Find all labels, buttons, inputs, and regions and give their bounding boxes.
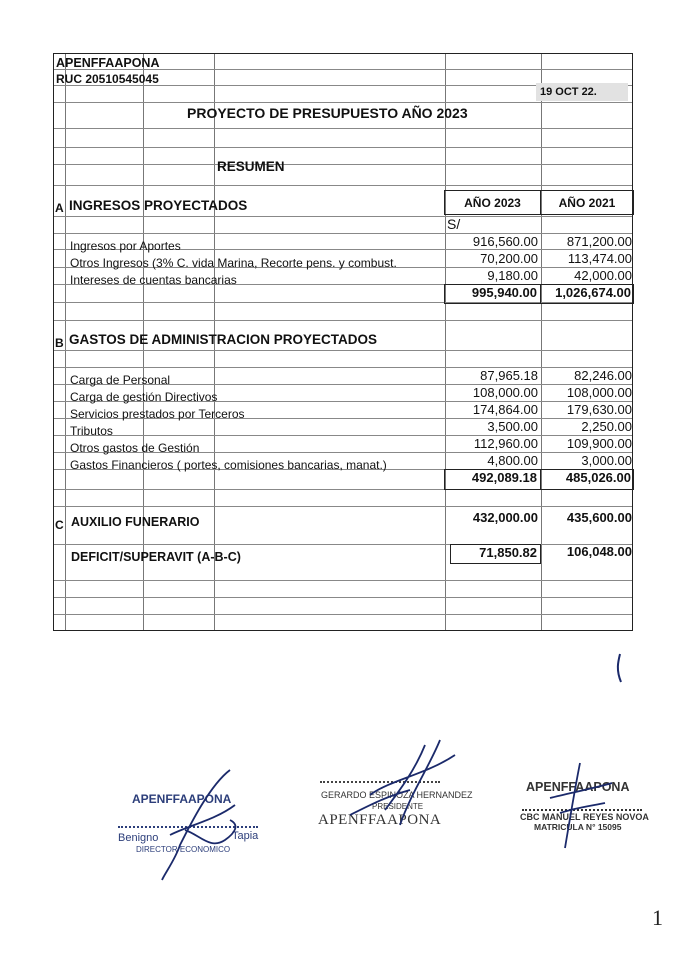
expense-row-2023: 3,500.00 bbox=[487, 419, 538, 434]
expense-row-label: Otros gastos de Gestión bbox=[70, 441, 200, 455]
center-signer-role: PRESIDENTE bbox=[372, 802, 424, 811]
expense-row-2023: 108,000.00 bbox=[472, 385, 538, 400]
section-c-title: AUXILIO FUNERARIO bbox=[71, 515, 200, 529]
income-row-2021: 113,474.00 bbox=[567, 251, 632, 266]
expense-row-2021: 3,000.00 bbox=[581, 453, 632, 468]
left-handwritten-signature bbox=[140, 765, 260, 883]
income-total-2023: 995,940.00 bbox=[444, 284, 541, 304]
income-row-2023: 916,560.00 bbox=[472, 234, 538, 249]
expense-row-2021: 108,000.00 bbox=[566, 385, 632, 400]
handwritten-mark bbox=[612, 652, 628, 686]
section-a-letter: A bbox=[55, 201, 64, 215]
page-subtitle: RESUMEN bbox=[217, 159, 285, 174]
right-handwritten-signature bbox=[540, 758, 620, 858]
currency-symbol: S/ bbox=[447, 216, 461, 232]
result-2023: 71,850.82 bbox=[450, 544, 541, 564]
income-total-2021: 1,026,674.00 bbox=[540, 284, 634, 304]
center-handwritten-signature bbox=[330, 735, 470, 835]
expense-row-label: Carga de Personal bbox=[70, 373, 171, 387]
page-title: PROYECTO DE PRESUPUESTO AÑO 2023 bbox=[187, 105, 468, 121]
expense-row-label: Servicios prestados por Terceros bbox=[70, 407, 245, 421]
left-stamp: APENFFAAPONA bbox=[132, 792, 232, 806]
date-stamp: 19 OCT 22. bbox=[536, 83, 628, 101]
expense-row-2023: 4,800.00 bbox=[487, 453, 538, 468]
right-stamp: APENFFAAPONA bbox=[526, 780, 630, 794]
section-b-title: GASTOS DE ADMINISTRACION PROYECTADOS bbox=[69, 332, 378, 347]
result-title: DEFICIT/SUPERAVIT (A-B-C) bbox=[71, 550, 241, 564]
income-row-2023: 70,200.00 bbox=[480, 251, 538, 266]
expense-row-label: Gastos Financieros ( portes, comisiones bancarias, manat.) bbox=[70, 458, 387, 472]
expense-row-2021: 179,630.00 bbox=[566, 402, 632, 417]
center-stamp: APENFFAAPONA bbox=[318, 812, 442, 828]
column-header-2023: AÑO 2023 bbox=[444, 190, 541, 215]
page-number-mark: 1 bbox=[652, 905, 663, 930]
right-signer-name: CBC MANUEL REYES NOVOA bbox=[520, 812, 649, 822]
section-a-title: INGRESOS PROYECTADOS bbox=[69, 198, 248, 213]
expense-row-2021: 109,900.00 bbox=[566, 436, 632, 451]
funeral-aid-2023: 432,000.00 bbox=[472, 510, 538, 525]
ruc-number: RUC 20510545045 bbox=[56, 72, 159, 86]
funeral-aid-2021: 435,600.00 bbox=[566, 510, 632, 525]
expense-row-2023: 87,965.18 bbox=[480, 368, 538, 383]
income-row-label: Ingresos por Aportes bbox=[70, 239, 181, 253]
result-2021: 106,048.00 bbox=[566, 544, 632, 559]
left-signer-name: Benigno bbox=[118, 832, 159, 844]
center-signer-name: GERARDO ESPINOZA HERNANDEZ bbox=[321, 790, 473, 800]
expense-row-label: Tributos bbox=[70, 424, 113, 438]
expense-row-2021: 2,250.00 bbox=[581, 419, 632, 434]
budget-sheet bbox=[53, 53, 633, 631]
expense-total-2021: 485,026.00 bbox=[540, 469, 634, 490]
org-name: APENFFAAPONA bbox=[56, 56, 160, 70]
income-row-label: Otros Ingresos (3% C. vida Marina, Recorte pens. y combust. bbox=[70, 256, 397, 270]
expense-row-2023: 112,960.00 bbox=[473, 436, 538, 451]
income-row-2021: 42,000.00 bbox=[574, 268, 632, 283]
expense-row-2021: 82,246.00 bbox=[574, 368, 632, 383]
expense-row-2023: 174,864.00 bbox=[472, 402, 538, 417]
left-signer-role: DIRECTOR ECONOMICO bbox=[136, 845, 231, 854]
section-c-letter: C bbox=[55, 518, 64, 532]
income-row-2023: 9,180.00 bbox=[487, 268, 538, 283]
income-row-2021: 871,200.00 bbox=[566, 234, 632, 249]
expense-total-2023: 492,089.18 bbox=[444, 469, 541, 490]
income-row-label: Intereses de cuentas bancarias bbox=[70, 273, 237, 287]
expense-row-label: Carga de gestión Directivos bbox=[70, 390, 218, 404]
right-signer-matricula: MATRICULA N° 15095 bbox=[534, 822, 622, 832]
section-b-letter: B bbox=[55, 336, 64, 350]
left-signer-surname: Tapia bbox=[232, 830, 259, 842]
column-header-2021: AÑO 2021 bbox=[540, 190, 634, 215]
